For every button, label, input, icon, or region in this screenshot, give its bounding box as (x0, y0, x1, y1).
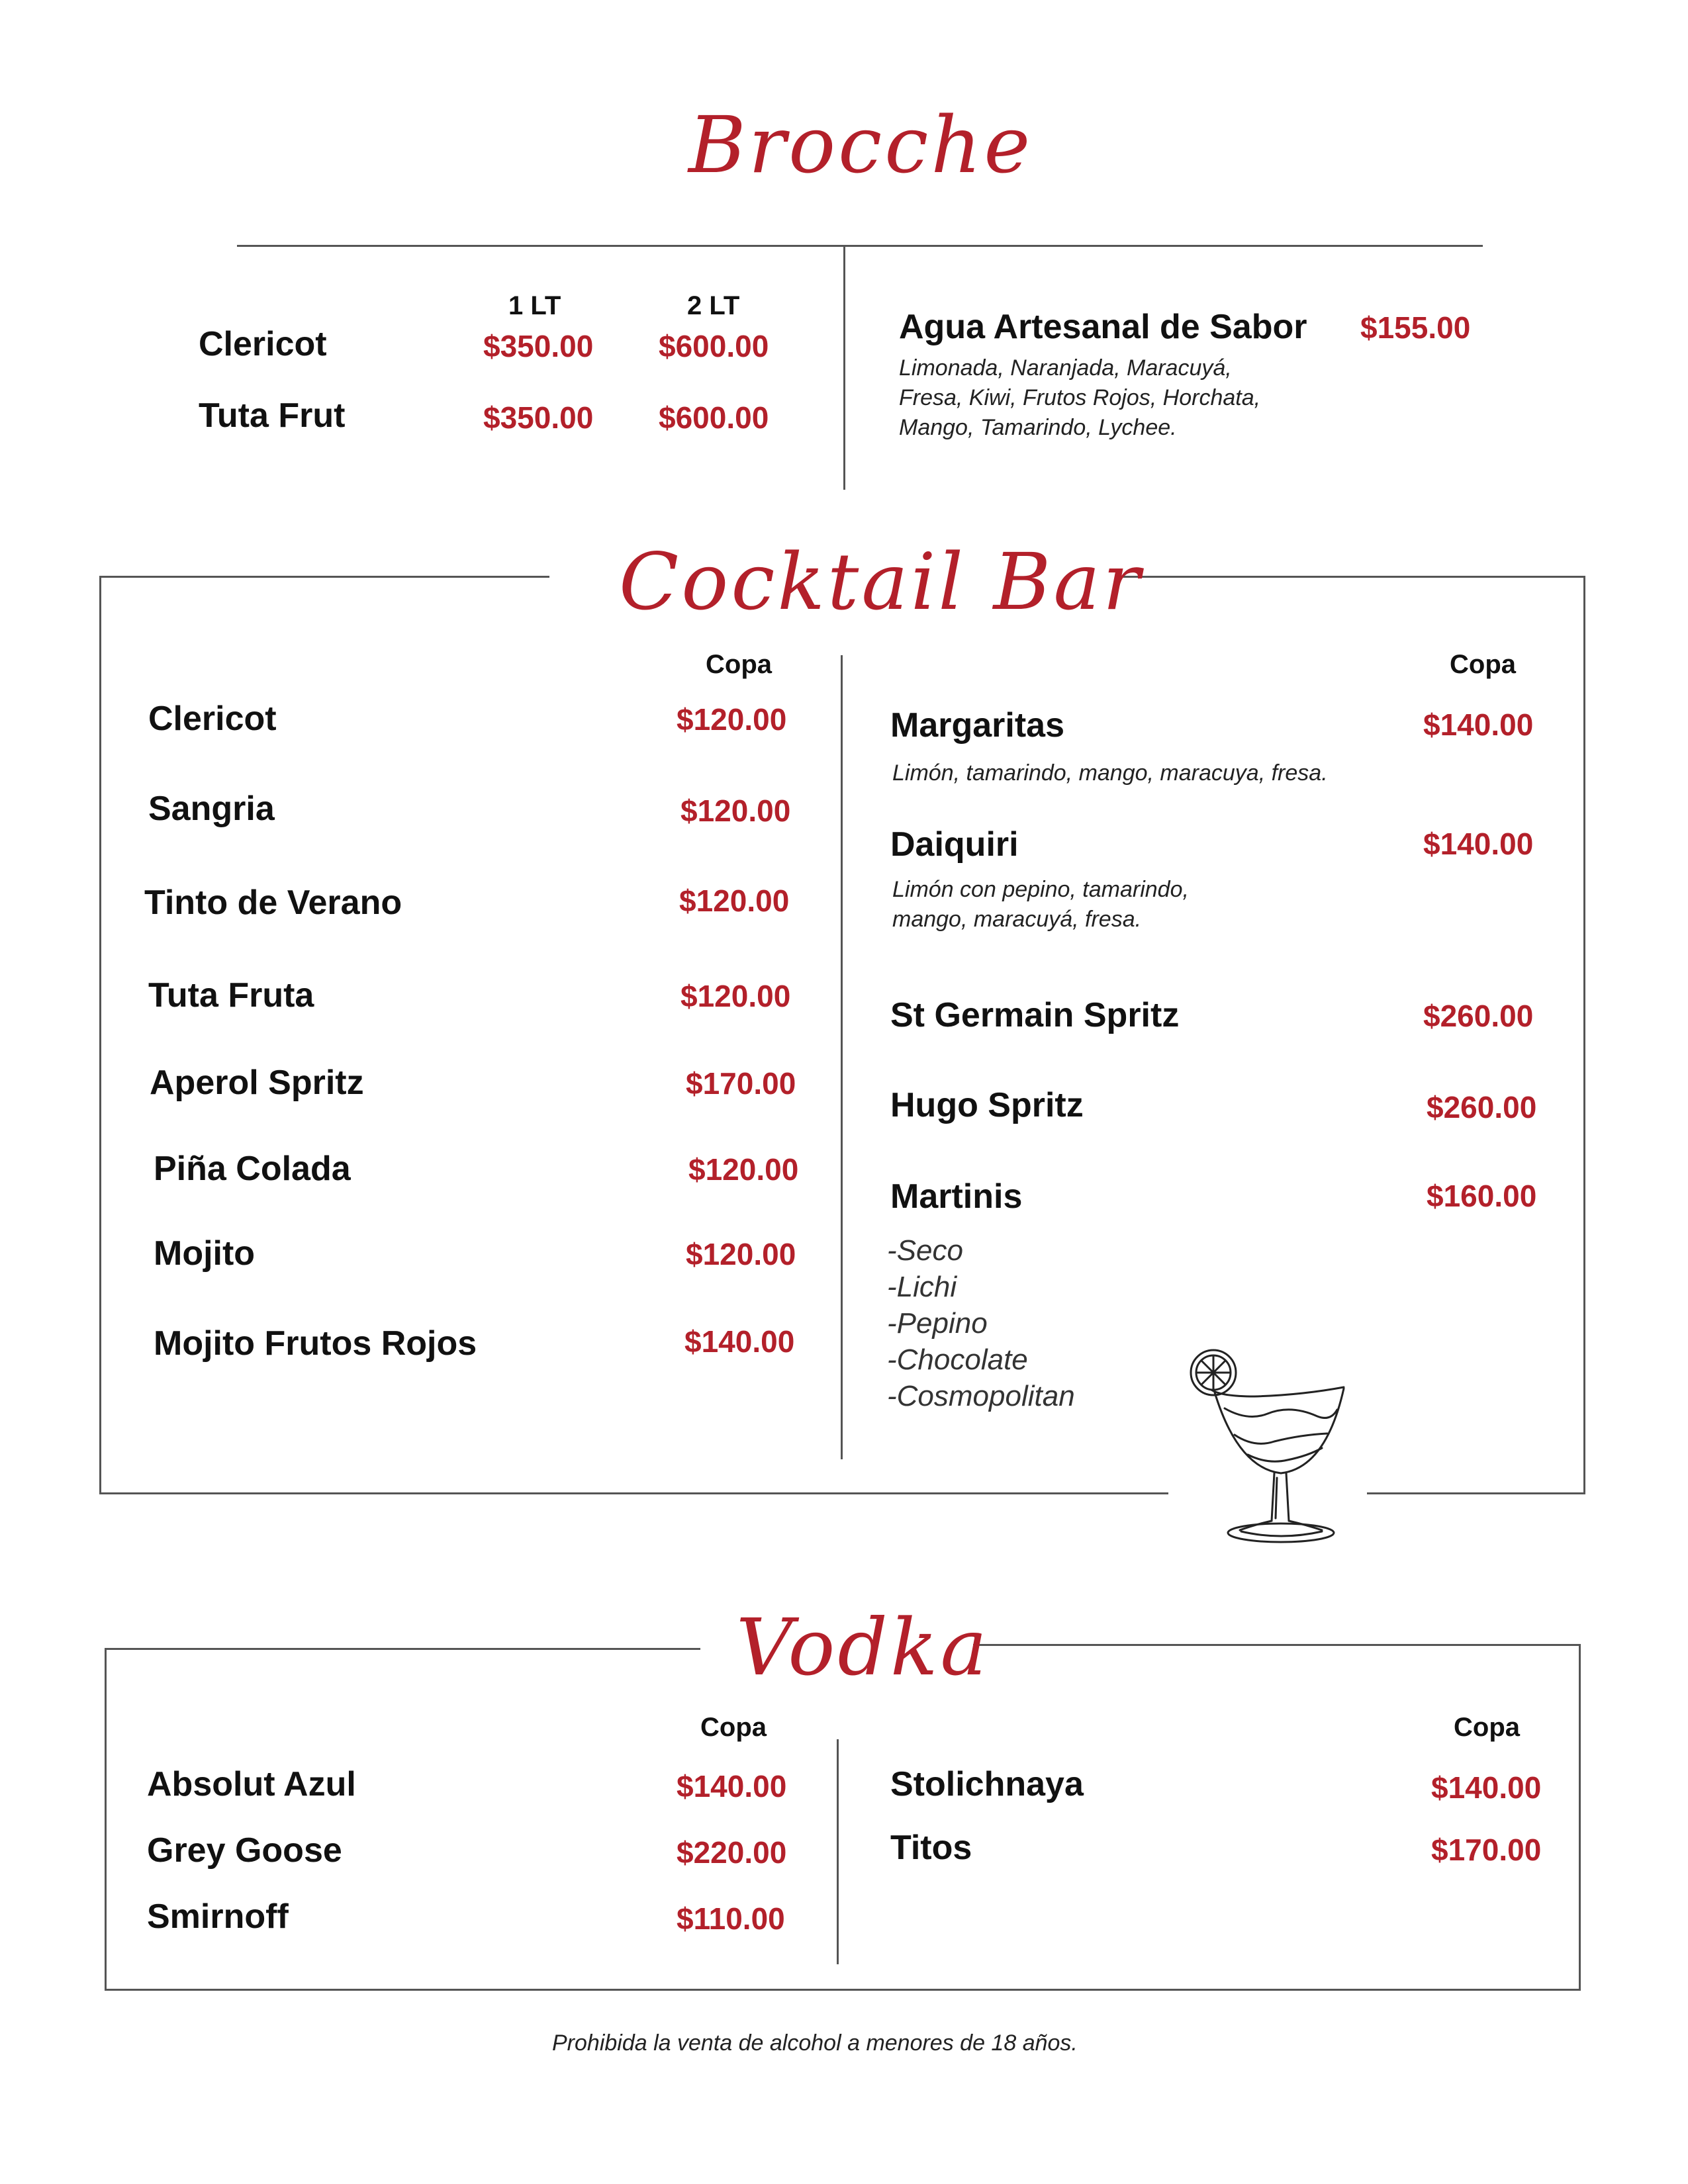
cocktail-item-name: Daiquiri (890, 825, 1019, 864)
brocche-1lt-header: 1 LT (508, 291, 561, 320)
cocktail-item-desc: Limón con pepino, tamarindo, mango, maracuyá, fresa. (892, 877, 1189, 932)
vodka-title: Vodka (736, 1602, 990, 1693)
vodka-frame-top-right (973, 1644, 1581, 1646)
cocktail-item-name: Piña Colada (154, 1150, 351, 1188)
cocktail-item-price: $140.00 (684, 1324, 795, 1359)
cocktail-frame-top-right (1119, 576, 1585, 578)
cocktail-item-desc: Limón, tamarindo, mango, maracuya, fresa. (892, 760, 1328, 786)
cocktail-item-price: $140.00 (1423, 827, 1534, 861)
vodka-item-price: $220.00 (677, 1835, 787, 1870)
vodka-frame-bottom (105, 1989, 1581, 1991)
brocche-item-name: Tuta Frut (199, 396, 346, 435)
brocche-title: Brocche (688, 99, 1033, 191)
martini-variant: -Pepino (887, 1307, 988, 1340)
agua-desc: Limonada, Naranjada, Maracuyá, Fresa, Kiwi, Frutos Rojos, Horchata, Mango, Tamarindo, Lychee. (899, 355, 1261, 440)
cocktail-item-price: $120.00 (688, 1152, 799, 1187)
cocktail-item-name: Tuta Fruta (148, 976, 314, 1015)
cocktail-item-name: Aperol Spritz (150, 1064, 364, 1102)
cocktail-item-price: $260.00 (1427, 1090, 1537, 1124)
cocktail-item-name: Tinto de Verano (144, 884, 402, 922)
vodka-item-name: Smirnoff (147, 1897, 289, 1936)
cocktail-item-name: Sangria (148, 790, 275, 828)
cocktail-item-price: $120.00 (677, 702, 787, 737)
cocktail-item-price: $170.00 (686, 1066, 796, 1101)
cocktail-item-name: Clericot (148, 700, 277, 738)
vodka-item-price: $140.00 (677, 1769, 787, 1803)
brocche-divider (843, 245, 845, 490)
cocktail-right-copa-header: Copa (1450, 650, 1516, 679)
cocktail-item-price: $260.00 (1423, 999, 1534, 1033)
martini-variant: -Chocolate (887, 1343, 1028, 1376)
cocktail-item-name: St Germain Spritz (890, 996, 1180, 1034)
agua-price: $155.00 (1360, 310, 1471, 345)
vodka-item-name: Stolichnaya (890, 1765, 1084, 1803)
martini-variants (887, 1232, 1075, 1414)
vodka-item-price: $140.00 (1431, 1770, 1542, 1805)
brocche-item-price-2lt: $600.00 (659, 400, 769, 435)
cocktail-item-price: $120.00 (680, 794, 791, 828)
cocktail-item-price: $120.00 (686, 1237, 796, 1271)
vodka-frame-right (1579, 1644, 1581, 1991)
martini-variant: -Cosmopolitan (887, 1380, 1075, 1412)
cocktail-frame-bottom-left (99, 1492, 1168, 1494)
cocktail-bar-title: Cocktail Bar (619, 536, 1143, 627)
brocche-item-price-2lt: $600.00 (659, 329, 769, 363)
cocktail-item-price: $160.00 (1427, 1179, 1537, 1213)
cocktail-item-price: $140.00 (1423, 707, 1534, 742)
vodka-item-name: Absolut Azul (147, 1765, 356, 1803)
vodka-item-price: $170.00 (1431, 1833, 1542, 1867)
vodka-right-copa-header: Copa (1454, 1713, 1520, 1742)
cocktail-frame-left (99, 576, 101, 1494)
vodka-frame-top-left (105, 1648, 700, 1650)
agua-name: Agua Artesanal de Sabor (899, 308, 1307, 346)
cocktail-frame-bottom-right (1367, 1492, 1585, 1494)
cocktail-item-name: Martinis (890, 1177, 1023, 1216)
vodka-item-price: $110.00 (677, 1901, 785, 1936)
cocktail-left-copa-header: Copa (706, 650, 772, 679)
cocktail-item-name: Mojito (154, 1234, 256, 1273)
brocche-top-rule (237, 245, 1483, 247)
vodka-left-copa-header: Copa (700, 1713, 767, 1742)
cocktail-frame-right (1583, 576, 1585, 1494)
vodka-item-name: Grey Goose (147, 1831, 342, 1870)
martini-variant: -Seco (887, 1234, 963, 1267)
martini-variant: -Lichi (887, 1271, 957, 1303)
vodka-item-name: Titos (890, 1829, 972, 1867)
brocche-item-name: Clericot (199, 325, 327, 363)
cocktail-divider (841, 655, 843, 1459)
cocktail-glass-icon (1175, 1336, 1374, 1561)
vodka-frame-left (105, 1648, 107, 1991)
cocktail-item-name: Hugo Spritz (890, 1086, 1084, 1124)
cocktail-frame-top-left (99, 576, 549, 578)
cocktail-item-name: Margaritas (890, 706, 1064, 745)
cocktail-item-price: $120.00 (680, 979, 791, 1013)
brocche-item-price-1lt: $350.00 (483, 329, 594, 363)
cocktail-item-price: $120.00 (679, 884, 790, 918)
brocche-2lt-header: 2 LT (687, 291, 740, 320)
cocktail-item-name: Mojito Frutos Rojos (154, 1324, 477, 1363)
brocche-item-price-1lt: $350.00 (483, 400, 594, 435)
legal-footer: Prohibida la venta de alcohol a menores de 18 años. (552, 2030, 1078, 2056)
vodka-divider (837, 1739, 839, 1964)
